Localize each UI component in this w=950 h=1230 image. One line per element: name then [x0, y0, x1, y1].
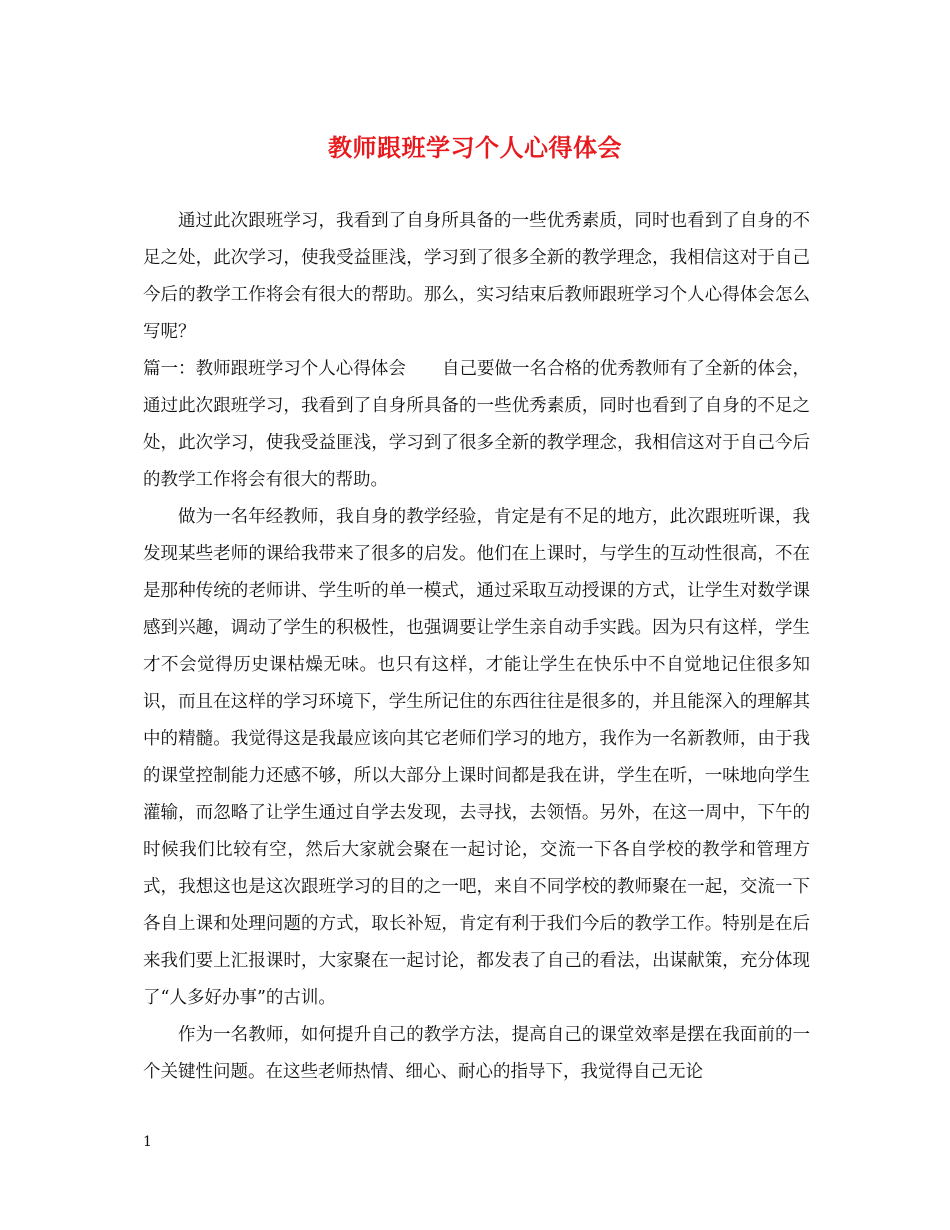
body-paragraph: 做为一名年经教师，我自身的教学经验，肯定是有不足的地方，此次跟班听课，我发现某些老师的课给我带来了很多的启发。他们在上课时，与学生的互动性很高，不在是那种传统的老师讲、学生听的单一模式，通过采取互动授课的方式，让学生对数学课感到兴趣，调动了学生的积极性，也强调要让学生亲自动手实践。因为只有这样，学生才不会觉得历史课枯燥无味。也只有这样，才能让学生在快乐中不自觉地记住很多知识，而且在这样的学习环境下，学生所记住的东西往往是很多的，并且能深入的理解其中的精髓。我觉得这是我最应该向其它老师们学习的地方，我作为一名新教师，由于我的课堂控制能力还感不够，所以大部分上课时间都是我在讲，学生在听，一味地向学生灌输，而忽略了让学生通过自学去发现，去寻找，去领悟。另外，在这一周中，下午的时候我们比较有空，然后大家就会聚在一起讨论，交流一下各自学校的教学和管理方式，我想这也是这次跟班学习的目的之一吧，来自不同学校的教师聚在一起，交流一下各自上课和处理问题的方式，取长补短，肯定有利于我们今后的教学工作。特别是在后来我们要上汇报课时，大家聚在一起讨论，都发表了自己的看法，出谋献策，充分体现了“人多好办事”的古训。	[143, 507, 810, 1008]
page-number: 1	[143, 1134, 152, 1150]
section-heading: 篇一：教师跟班学习个人心得体会	[143, 359, 406, 379]
section-text: 自己要做一名合格的优秀教师有了全新的体会，通过此次跟班学习，我看到了自身所具备的一些优秀素质，同时也看到了自身的不足之处，此次学习，使我受益匪浅，学习到了很多全新的教学理念，我相信这对于自己今后的教学工作将会有很大的帮助。	[143, 359, 811, 490]
section-paragraph	[143, 351, 810, 499]
document-body	[143, 203, 810, 1091]
document-title: 教师跟班学习个人心得体会	[328, 133, 622, 162]
closing-paragraph: 作为一名教师，如何提升自己的教学方法，提高自己的课堂效率是摆在我面前的一个关键性问题。在这些老师热情、细心、耐心的指导下，我觉得自己无论	[143, 1025, 810, 1082]
intro-paragraph: 通过此次跟班学习，我看到了自身所具备的一些优秀素质，同时也看到了自身的不足之处，此次学习，使我受益匪浅，学习到了很多全新的教学理念，我相信这对于自己今后的教学工作将会有很大的帮助。那么，实习结束后教师跟班学习个人心得体会怎么写呢？	[143, 211, 810, 342]
